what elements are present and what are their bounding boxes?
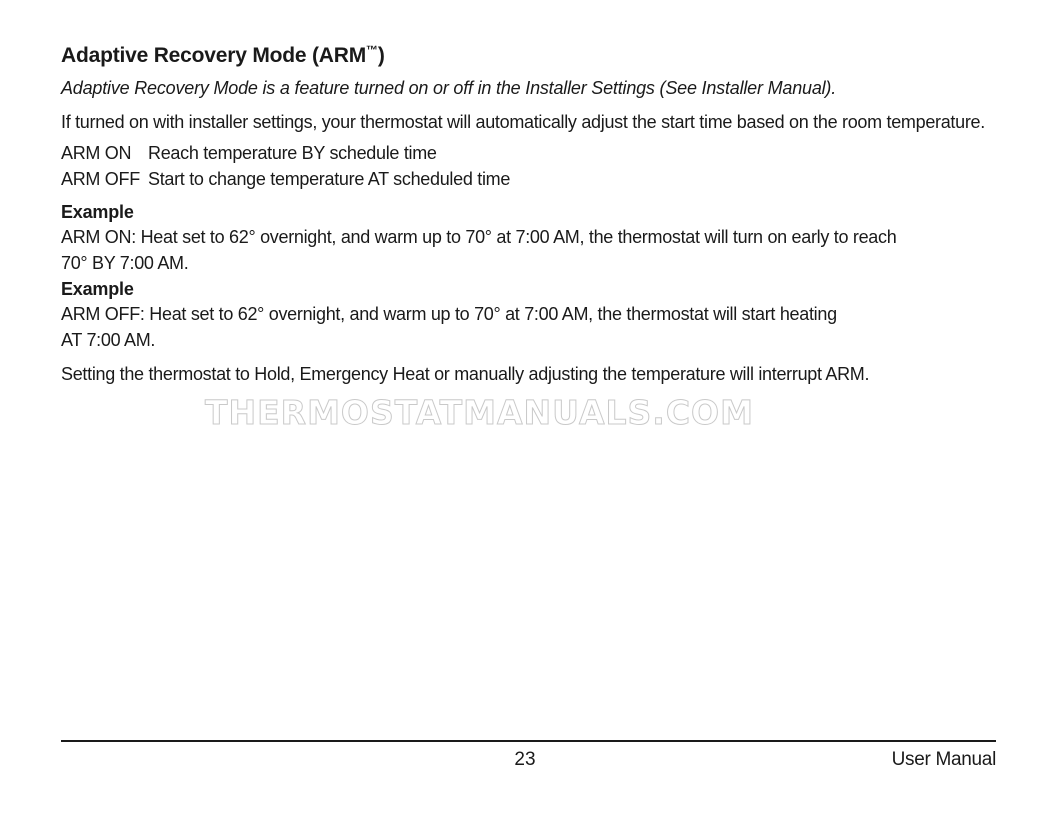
- example-heading: Example: [61, 202, 134, 222]
- page-number: 23: [514, 749, 536, 770]
- footer-document-label: User Manual: [891, 749, 996, 770]
- watermark: THERMOSTATMANUALS.COM: [205, 393, 754, 432]
- subtitle-note: Adaptive Recovery Mode is a feature turned on or off in the Installer Settings (See Installer Manual).: [61, 78, 837, 98]
- footer-divider: [61, 740, 996, 742]
- intro-paragraph: If turned on with installer settings, your thermostat will automatically adjust the start time based on the room temperature.: [61, 112, 985, 132]
- arm-mode-row: [61, 141, 510, 167]
- example-text-line: ARM OFF: Heat set to 62° overnight, and warm up to 70° at 7:00 AM, the thermostat will start heating: [61, 304, 837, 324]
- arm-mode-label: ARM OFF: [61, 168, 140, 189]
- arm-mode-description: Reach temperature BY schedule time: [148, 143, 437, 164]
- arm-mode-row: [61, 167, 510, 193]
- arm-mode-description: Start to change temperature AT scheduled time: [148, 168, 511, 189]
- closing-paragraph: Setting the thermostat to Hold, Emergency Heat or manually adjusting the temperature will interrupt ARM.: [61, 364, 870, 384]
- page-title-text: Adaptive Recovery Mode (ARM: [61, 44, 366, 67]
- page-title: [61, 40, 996, 72]
- arm-modes-table: [61, 141, 510, 192]
- example-text: [61, 225, 996, 276]
- example-heading: Example: [61, 279, 134, 299]
- example-text-line: 70° BY 7:00 AM.: [61, 252, 189, 273]
- example-text: [61, 302, 996, 353]
- manual-page-content: [61, 40, 996, 387]
- example-text-line: AT 7:00 AM.: [61, 329, 156, 350]
- example-text-line: ARM ON: Heat set to 62° overnight, and warm up to 70° at 7:00 AM, the thermostat will turn on early to reach: [61, 227, 897, 247]
- page-title-close: ): [377, 44, 385, 67]
- trademark-symbol: ™: [366, 43, 378, 57]
- arm-mode-label: ARM ON: [61, 143, 132, 164]
